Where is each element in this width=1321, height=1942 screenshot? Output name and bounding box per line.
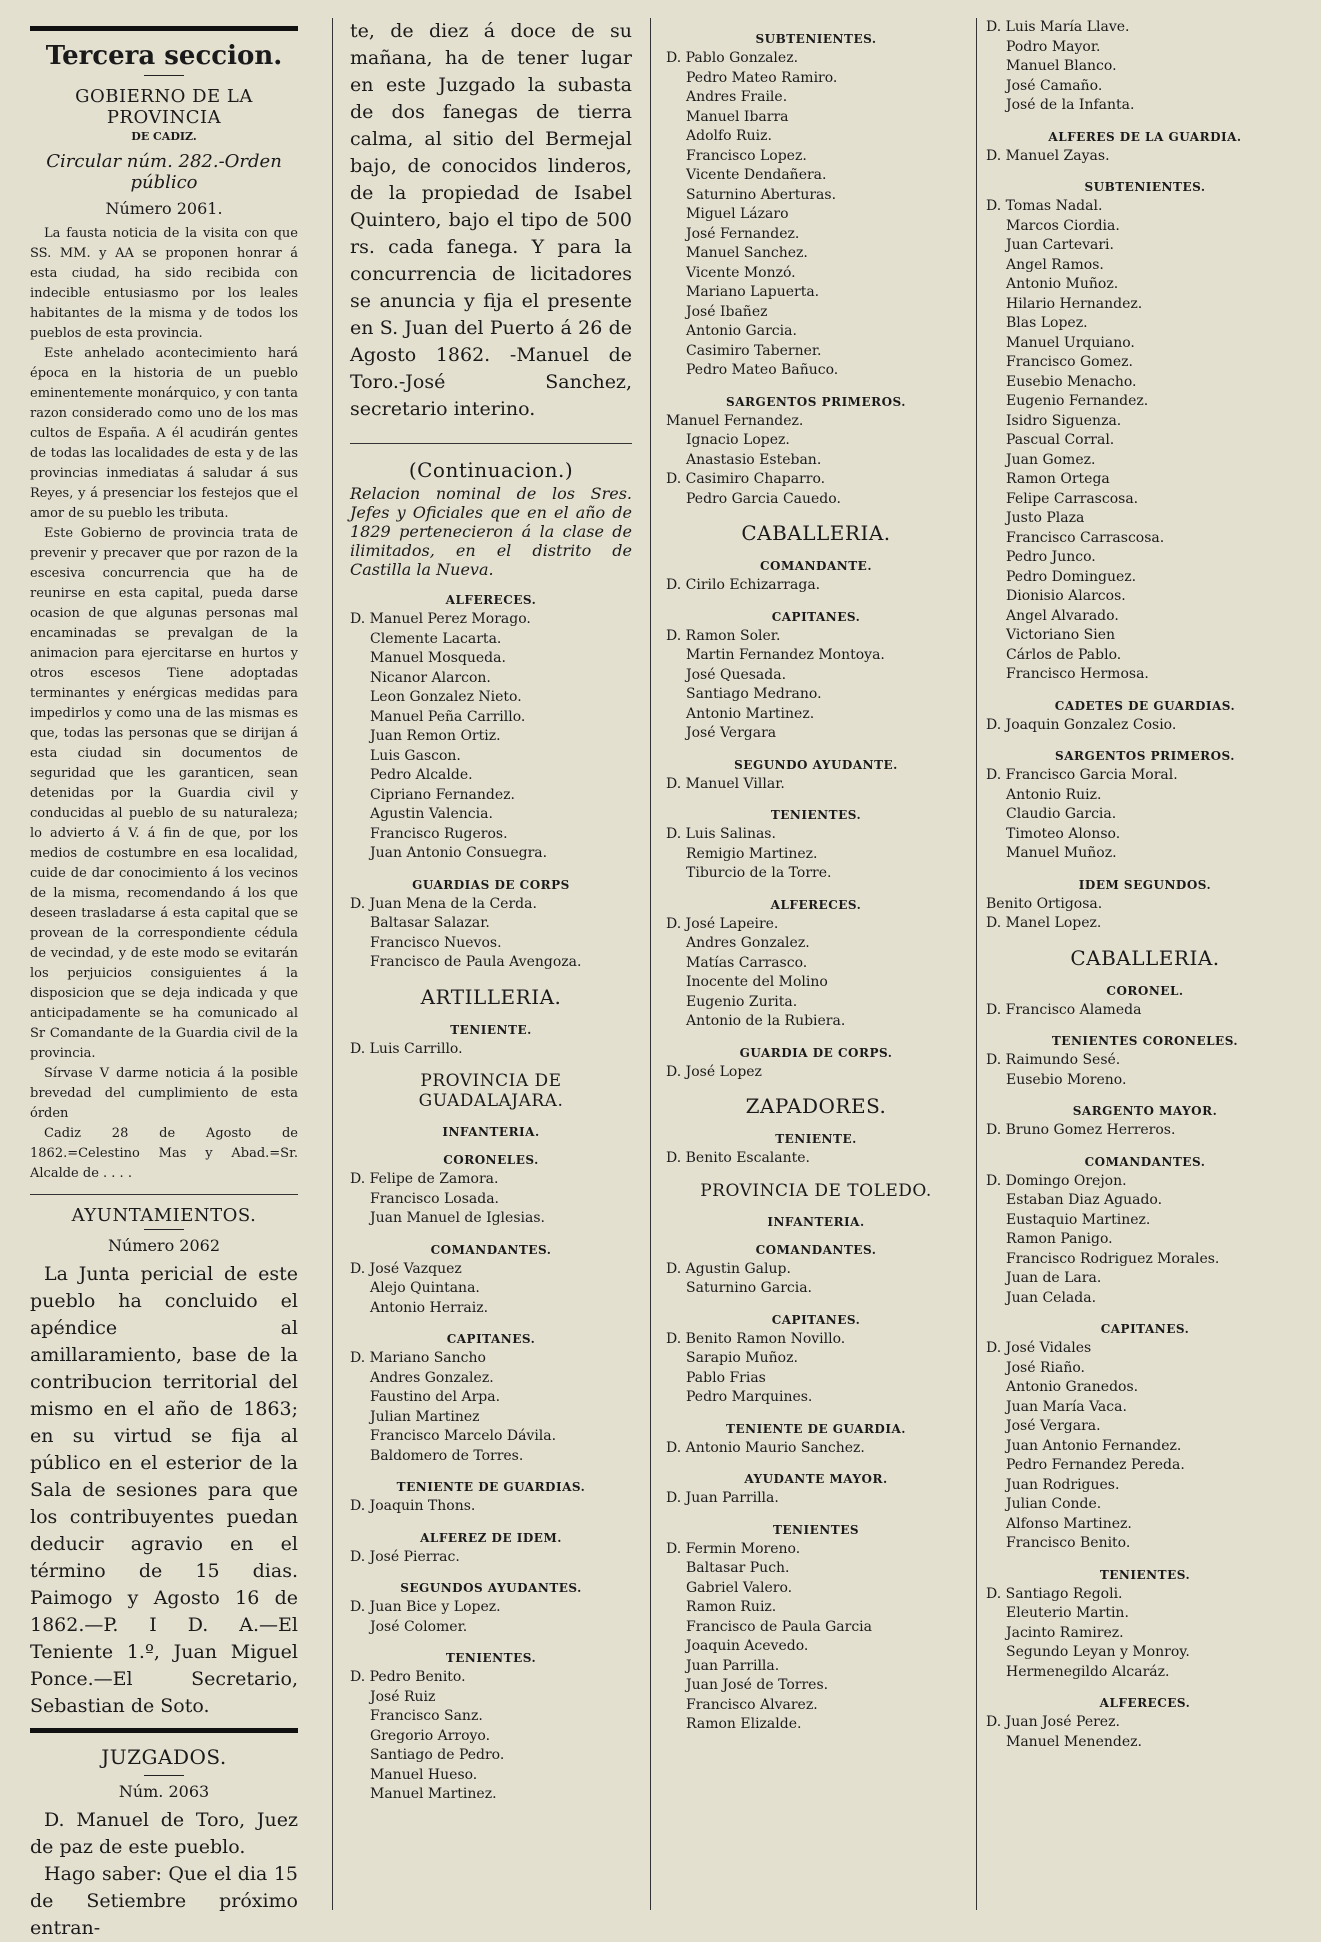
officer-name: Justo Plaza [1006, 510, 1085, 526]
officer-name: José Ibañez [686, 303, 768, 320]
officer-name: Francisco Rodriguez Morales. [1006, 1250, 1220, 1267]
officer-name: Vicente Monzó. [686, 264, 796, 281]
rank-heading: SARGENTOS PRIMEROS. [1055, 749, 1235, 763]
officer-name: Francisco Nuevos. [370, 934, 502, 951]
officer-name: Pedro Mateo Ramiro. [686, 69, 838, 86]
officer-name: Pedro Junco. [1006, 549, 1096, 565]
officer-name: D. José Lapeire. [666, 915, 779, 932]
officer-name: Matías Carrasco. [686, 954, 808, 971]
section-title: Tercera seccion. [45, 41, 283, 71]
circular-heading: Circular núm. 282.-Orden público [46, 151, 282, 193]
officer-name: Joaquin Acevedo. [686, 1638, 809, 1654]
officer-name: Pedro Garcia Cauedo. [686, 490, 841, 507]
officer-name: D. Bruno Gomez Herreros. [986, 1122, 1176, 1138]
officer-name: D. Juan Mena de la Cerda. [350, 895, 537, 912]
officer-name: Adolfo Ruiz. [686, 128, 772, 144]
officer-name: D. José Vazquez [350, 1260, 462, 1277]
juzgados-number: Núm. 2063 [118, 1782, 210, 1801]
name-groups [666, 32, 966, 509]
officer-name: Nicanor Alarcon. [370, 669, 491, 686]
officer-name: Luis Gascon. [370, 747, 461, 764]
ornament-dash [144, 1775, 184, 1776]
rank-heading: COMANDANTES. [1084, 1154, 1206, 1169]
name-groups [666, 559, 966, 1082]
officer-name: Antonio Granedos. [1006, 1379, 1139, 1395]
officer-name: D. José Pierrac. [350, 1548, 460, 1565]
name-groups [350, 593, 632, 973]
ayuntamientos-number: Número 2062 [107, 1236, 221, 1255]
officer-name: D. Domingo Orejon. [986, 1172, 1127, 1189]
circular-paragraph: La fausta noticia de la visita con que SS. MM. y AA se proponen honrar á esta ciudad, ha sido recibida con indecible entusiasmo por los leales habitantes de la misma y de todos los pueblos de esta provincia. [30, 226, 298, 341]
rank-heading: TENIENTE DE GUARDIAS. [396, 1480, 586, 1494]
rank-heading: SEGUNDOS AYUDANTES. [400, 1581, 582, 1595]
divider [30, 1194, 298, 1195]
officer-name: Manuel Peña Carrillo. [370, 708, 526, 725]
rank-heading: ALFERECES. [770, 897, 862, 912]
officer-name: D. Luis María Llave. [986, 19, 1130, 35]
rank-heading: TENIENTES. [770, 808, 862, 822]
artilleria-heading: ARTILLERIA. [420, 984, 562, 1009]
rank-heading: SUBTENIENTES. [1084, 180, 1206, 194]
officer-name: José Camaño. [1006, 77, 1103, 94]
officer-name: Saturnino Garcia. [686, 1280, 812, 1296]
officer-name: Francisco de Paula Garcia [686, 1618, 873, 1635]
officer-name: D. Pablo Gonzalez. [666, 50, 799, 66]
rank-heading: SUBTENIENTES. [755, 32, 877, 46]
officer-name: Pablo Frias [686, 1369, 766, 1386]
officer-name: D. Santiago Regoli. [986, 1585, 1123, 1602]
officer-name: Francisco Lopez. [686, 147, 807, 164]
rank-heading: SARGENTOS PRIMEROS. [726, 394, 906, 409]
officer-name: Juan Parrilla. [686, 1657, 780, 1674]
juzgados-text: D. Manuel de Toro, Juez de paz de este pueblo. [30, 1809, 298, 1858]
officer-name: D. Francisco Garcia Moral. [986, 767, 1178, 783]
officer-name: Eusebio Moreno. [1006, 1071, 1127, 1088]
officer-name: Hermenegildo Alcaráz. [1006, 1663, 1170, 1680]
officer-name: Sarapio Muñoz. [686, 1350, 798, 1366]
rank-heading: TENIENTE DE GUARDIA. [726, 1421, 906, 1436]
officer-name: Jacinto Ramirez. [1006, 1624, 1124, 1641]
column-2 [350, 18, 632, 1916]
name-groups [666, 1132, 966, 1169]
top-rule [30, 26, 298, 31]
infanteria-heading: INFANTERIA. [767, 1214, 865, 1229]
officer-name: D. Benito Escalante. [666, 1150, 810, 1166]
officer-name: Juan Cartevari. [1006, 237, 1114, 253]
rank-heading: ALFEREZ DE IDEM. [420, 1530, 562, 1545]
officer-name: Mariano Lapuerta. [686, 284, 820, 300]
rank-heading: AYUDANTE MAYOR. [744, 1472, 888, 1486]
officer-name: Claudio Garcia. [1006, 806, 1117, 822]
officer-name: Eugenio Zurita. [686, 993, 798, 1010]
officer-name: Dionisio Alarcos. [1006, 588, 1126, 604]
officer-name: Andres Fraile. [686, 89, 788, 105]
rank-heading: COMANDANTES. [755, 1242, 877, 1257]
officer-name: Juan Remon Ortiz. [370, 728, 501, 744]
rank-heading: TENIENTE. [450, 1022, 532, 1037]
rank-heading: CORONELES. [443, 1153, 539, 1167]
gobierno-title: GOBIERNO DE LA PROVINCIA [75, 86, 253, 128]
zapadores-heading: ZAPADORES. [745, 1094, 887, 1118]
officer-name: D. Tomas Nadal. [986, 198, 1103, 214]
officer-name: Ramon Ortega [1006, 471, 1110, 487]
officer-name: Manuel Menendez. [1006, 1733, 1142, 1750]
ornament-dash [144, 1229, 184, 1230]
officer-name: Manuel Hueso. [370, 1766, 478, 1783]
officer-name: Pedro Mateo Bañuco. [686, 362, 839, 378]
officer-name: Juan Celada. [1006, 1289, 1097, 1306]
name-groups [350, 1023, 632, 1060]
officer-name: Gabriel Valero. [686, 1579, 793, 1596]
provincia-toledo-heading: PROVINCIA DE TOLEDO. [700, 1180, 932, 1201]
officer-name: Blas Lopez. [1006, 315, 1088, 331]
name-groups [350, 1153, 632, 1805]
continuacion-heading: (Continuacion.) [408, 458, 574, 482]
officer-name: D. Raimundo Sesé. [986, 1052, 1121, 1068]
officer-name: D. Luis Salinas. [666, 826, 776, 842]
officer-name: Juan Antonio Consuegra. [370, 845, 548, 861]
name-groups [666, 1243, 966, 1735]
officer-name: Agustin Valencia. [370, 806, 493, 822]
officer-name: Faustino del Arpa. [370, 1389, 501, 1405]
officer-name: Juan Antonio Fernandez. [1006, 1437, 1182, 1454]
officer-name: Manuel Sanchez. [686, 245, 808, 261]
officer-name: Tiburcio de la Torre. [686, 865, 832, 881]
circular-paragraph: Sírvase V darme noticia á la posible brevedad del cumplimiento de esta órden [30, 1066, 298, 1121]
officer-name: Podro Mayor. [1006, 38, 1101, 55]
officer-name: D. Agustin Galup. [666, 1260, 791, 1277]
officer-name: D. José Vidales [986, 1340, 1092, 1356]
officer-name: D. Luis Carrillo. [350, 1040, 463, 1057]
officer-name: Angel Alvarado. [1006, 607, 1119, 624]
officer-name: Casimiro Taberner. [686, 342, 822, 359]
column-divider [332, 18, 333, 1910]
circular-signature: Cadiz 28 de Agosto de 1862.=Celestino Mas y Abad.=Sr. Alcalde de . . . . [30, 1126, 298, 1181]
column-divider [976, 18, 977, 1910]
officer-name: Cipriano Fernandez. [370, 786, 515, 803]
officer-name: Francisco Hermosa. [1006, 666, 1149, 682]
officer-name: Juan de Lara. [1006, 1270, 1102, 1286]
officer-name: Alejo Quintana. [370, 1280, 480, 1296]
officer-name: D. Antonio Maurio Sanchez. [666, 1439, 865, 1456]
officer-name: José Vergara [686, 725, 777, 741]
officer-name: Leon Gonzalez Nieto. [370, 689, 522, 705]
officer-name: Manuel Muñoz. [1006, 845, 1117, 861]
rank-heading: TENIENTE. [775, 1132, 857, 1146]
officer-name: D. Manuel Zayas. [986, 147, 1110, 164]
officer-name: D. Mariano Sancho [350, 1350, 486, 1366]
officer-name: Ignacio Lopez. [686, 432, 790, 448]
officer-name: Francisco Alvarez. [686, 1696, 818, 1713]
rank-heading: TENIENTES. [1099, 1567, 1191, 1582]
officer-name: D. Ramon Soler. [666, 627, 781, 644]
officer-name: José de la Infanta. [1006, 97, 1135, 113]
rank-heading: TENIENTES CORONELES. [1051, 1034, 1239, 1048]
rank-heading: CAPITANES. [771, 1312, 861, 1327]
officer-name: Manuel Mosqueda. [370, 650, 506, 666]
officer-name: José Fernandez. [686, 225, 800, 242]
officer-name: Ramon Panigo. [1006, 1231, 1113, 1247]
officer-name: Manuel Fernandez. [666, 412, 804, 429]
officer-name: José Quesada. [686, 666, 787, 683]
rank-heading: COMANDANTE. [759, 559, 872, 573]
officer-name: D. Casimiro Chaparro. [666, 471, 826, 487]
officer-name: D. José Lopez [666, 1063, 762, 1080]
officer-name: D. Fermin Moreno. [666, 1540, 801, 1557]
rank-heading: COMANDANTES. [430, 1242, 552, 1257]
officer-name: Eustaquio Martinez. [1006, 1211, 1151, 1228]
officer-name: D. Joaquin Gonzalez Cosio. [986, 716, 1177, 733]
officer-name: Baltasar Salazar. [370, 915, 490, 931]
officer-name: José Riaño. [1006, 1359, 1085, 1376]
officer-name: Inocente del Molino [686, 974, 828, 990]
officer-name: Victoriano Sien [1006, 627, 1116, 643]
officer-name: D. Juan José Perez. [986, 1714, 1120, 1730]
officer-name: Julian Martinez [370, 1408, 480, 1425]
officer-name: D. Juan Bice y Lopez. [350, 1599, 501, 1615]
officer-name: Miguel Lázaro [686, 206, 789, 222]
officer-name: Francisco Carrascosa. [1006, 529, 1165, 546]
column-4 [986, 18, 1304, 1916]
officer-name: Francisco Losada. [370, 1190, 500, 1207]
infanteria-heading: INFANTERIA. [442, 1125, 540, 1139]
officer-name: Juan José de Torres. [686, 1677, 829, 1693]
officer-name: Manuel Ibarra [686, 108, 789, 125]
rank-heading: CADETES DE GUARDIAS. [1054, 698, 1236, 713]
circular-number: Número 2061. [105, 199, 223, 218]
officer-name: D. Manel Lopez. [986, 915, 1102, 931]
officer-name: Eusebio Menacho. [1006, 373, 1137, 390]
officer-name: Santiago de Pedro. [370, 1747, 505, 1763]
officer-name: Antonio Garcia. [686, 323, 797, 339]
officer-name: Vicente Dendañera. [686, 167, 827, 183]
caballeria-heading: CABALLERIA. [1070, 945, 1220, 970]
rank-heading: TENIENTES [772, 1522, 859, 1537]
officer-name: José Ruiz [370, 1688, 436, 1705]
subasta-text: te, de diez á doce de su mañana, ha de tener lugar en este Juzgado la subasta de dos fanegas de tierra calma, al sitio del Bermejal bajo, de conocidos linderos, de la propiedad de Isabel Quintero, bajo el tipo de 500 rs. cada fanega. Y para la concurrencia de licitadores se anuncia y fija el presente en S. Juan del Puerto á 26 de Agosto 1862. -Manuel de Toro.-José Sanchez, secretario interino. [350, 20, 632, 420]
officer-name: Angel Ramos. [1006, 256, 1104, 273]
officer-name: Isidro Siguenza. [1006, 412, 1122, 429]
gobierno-subtitle: DE CADIZ. [131, 130, 197, 143]
officer-name: Timoteo Alonso. [1006, 825, 1121, 842]
officer-name: Felipe Carrascosa. [1006, 490, 1139, 507]
rank-heading: CAPITANES. [1100, 1322, 1190, 1336]
officer-name: Francisco Rugeros. [370, 825, 508, 842]
officer-name: Pedro Marquines. [686, 1389, 813, 1405]
officer-name: Juan María Vaca. [1006, 1398, 1127, 1415]
name-groups [986, 984, 1304, 1753]
divider-thick [30, 1728, 298, 1733]
rank-heading: SARGENTO MAYOR. [1072, 1104, 1218, 1118]
officer-name: Pedro Alcalde. [370, 767, 473, 783]
rank-heading: CAPITANES. [771, 609, 861, 624]
relacion-heading: Relacion nominal de los Sres. Jefes y Oficiales que en el año de 1829 pertenecieron á la clase de ilimitados, en el distrito de Castilla la Nueva. [350, 484, 632, 579]
officer-name: Benito Ortigosa. [986, 895, 1103, 912]
officer-name: Clemente Lacarta. [370, 630, 502, 647]
officer-name: Eugenio Fernandez. [1006, 393, 1149, 409]
officer-name: Eleuterio Martin. [1006, 1605, 1129, 1621]
officer-name: Ramon Ruiz. [686, 1599, 777, 1615]
officer-name: Pedro Fernandez Pereda. [1006, 1457, 1185, 1473]
officer-name: Francisco Gomez. [1006, 354, 1133, 370]
officer-name: Andres Gonzalez. [370, 1369, 494, 1386]
juzgados-text: Hago saber: Que el dia 15 de Setiembre próximo entran- [30, 1863, 298, 1939]
officer-name: Julian Conde. [1006, 1496, 1102, 1512]
officer-name: Manuel Martinez. [370, 1786, 497, 1802]
officer-name: Manuel Urquiano. [1006, 334, 1135, 351]
rank-heading: IDEM SEGUNDOS. [1078, 877, 1212, 892]
officer-name: Juan Manuel de Iglesias. [370, 1210, 545, 1226]
rank-heading: TENIENTES. [445, 1651, 537, 1665]
rank-heading: GUARDIA DE CORPS. [739, 1045, 893, 1060]
rank-heading: ALFERECES. [445, 593, 537, 607]
circular-paragraph: Este anhelado acontecimiento hará época en la historia de un pueblo eminentemente monárquico, y con tanta razon considerado como uno de los mas cultos de España. A él acudirán gentes de todas las localidades de esta y de las provincias inmediatas á saludar á sus Reyes, y á presenciar los festejos que el amor de su pueblo les tributa. [30, 346, 298, 521]
officer-name: Antonio Muñoz. [1006, 276, 1119, 292]
rank-heading: SEGUNDO AYUDANTE. [734, 757, 898, 772]
officer-name: Baldomero de Torres. [370, 1447, 524, 1464]
officer-name: Antonio Herraiz. [370, 1299, 489, 1316]
officer-name: José Colomer. [370, 1618, 468, 1635]
column-3 [666, 18, 966, 1916]
rank-heading: CAPITANES. [446, 1332, 536, 1346]
officer-name: Juan Gomez. [1006, 451, 1096, 468]
ayuntamientos-title: AYUNTAMIENTOS. [71, 1205, 257, 1226]
officer-name: Francisco Benito. [1006, 1535, 1131, 1551]
column-1 [30, 18, 298, 1939]
officer-name: Antonio de la Rubiera. [686, 1013, 846, 1029]
officer-name: Francisco Sanz. [370, 1708, 483, 1724]
rank-heading: ALFERES DE LA GUARDIA. [1048, 129, 1242, 144]
ornament-dash [144, 75, 184, 76]
ayuntamientos-text: La Junta pericial de este pueblo ha concluido el apéndice al amillaramiento, base de la contribucion territorial del mismo en el año de 1863; en su virtud se fija al público en el esterior de la Sala de sesiones para que los contribuyentes puedan deducir agravio en el término de 15 dias. Paimogo y Agosto 16 de 1862.—P. I D. A.—El Teniente 1.º, Juan Miguel Ponce.—El Secretario, Sebastian de Soto. [30, 1263, 298, 1717]
officer-name: Francisco Marcelo Dávila. [370, 1428, 557, 1444]
officer-name: Manuel Blanco. [1006, 58, 1117, 74]
officer-name: Pedro Dominguez. [1006, 568, 1137, 585]
officer-name: Anastasio Esteban. [686, 451, 822, 468]
officer-name: D. Francisco Alameda [986, 1001, 1142, 1018]
officer-name: D. Manuel Perez Morago. [350, 611, 531, 627]
name-groups [986, 18, 1304, 934]
rank-heading: CORONEL. [1106, 983, 1184, 998]
rank-heading: GUARDIAS DE CORPS [412, 877, 570, 892]
officer-name: D. Juan Parrilla. [666, 1490, 779, 1506]
officer-name: Andres Gonzalez. [686, 935, 810, 951]
officer-name: Saturnino Aberturas. [686, 186, 837, 203]
officer-name: Martin Fernandez Montoya. [686, 647, 885, 663]
officer-name: Pascual Corral. [1006, 432, 1115, 448]
officer-name: Remigio Martinez. [686, 845, 818, 862]
rank-heading: ALFERECES. [1099, 1696, 1191, 1710]
officer-name: Cárlos de Pablo. [1006, 646, 1122, 663]
circular-paragraph: Este Gobierno de provincia trata de prevenir y precaver que por razon de la escesiva concurrencia que ha de reunirse en esta capital, pueda darse ocasion de que algunas personas mal encaminadas se prevalgan de la animacion para ejercitarse en hurtos y otros escesos Tiene adoptadas terminantes y enérgicas medidas para impedirlos y como una de las mismas es que, todas las personas que se dirijan á esta ciudad sin documentos de seguridad que les garanticen, sean detenidas por la Guardia civil y conducidas al pueblo de su naturaleza; lo advierto á V. á fin de que, por los medios de costumbre en esa localidad, cuide de dar conocimiento á los vecinos de la misma, recomendando á los que deseen trasladarse á esta capital que se provean de la correspondiente cédula de vecindad, y de este modo se evitarán los perjuicios consiguientes á la disposicion que se deja indicada y que anticipadamente se ha comunicado al Sr Comandante de la Guardia civil de la provincia. [30, 526, 298, 1061]
officer-name: D. Cirilo Echizarraga. [666, 577, 821, 593]
column-divider [650, 18, 651, 1910]
officer-name: Gregorio Arroyo. [370, 1727, 491, 1744]
officer-name: Francisco de Paula Avengoza. [370, 954, 582, 970]
juzgados-title: JUZGADOS. [101, 1745, 227, 1769]
officer-name: Juan Rodrigues. [1006, 1476, 1120, 1493]
officer-name: D. Felipe de Zamora. [350, 1171, 499, 1187]
officer-name: Santiago Medrano. [686, 686, 822, 702]
officer-name: D. Benito Ramon Novillo. [666, 1330, 846, 1347]
officer-name: D. Joaquin Thons. [350, 1498, 476, 1514]
caballeria-heading: CABALLERIA. [741, 521, 891, 545]
officer-name: Estaban Diaz Aguado. [1006, 1192, 1163, 1208]
officer-name: Ramon Elizalde. [686, 1716, 802, 1732]
officer-name: Marcos Ciordia. [1006, 217, 1120, 234]
officer-name: Alfonso Martinez. [1006, 1515, 1132, 1532]
officer-name: D. Manuel Villar. [666, 775, 785, 792]
officer-name: Segundo Leyan y Monroy. [1006, 1644, 1190, 1660]
divider [350, 443, 632, 444]
officer-name: José Vergara. [1006, 1418, 1101, 1434]
officer-name: Baltasar Puch. [686, 1560, 790, 1576]
officer-name: Hilario Hernandez. [1006, 295, 1143, 312]
officer-name: Antonio Ruiz. [1006, 786, 1102, 803]
officer-name: Antonio Martinez. [686, 705, 815, 722]
provincia-guadalajara-heading: PROVINCIA DE GUADALAJARA. [418, 1071, 564, 1111]
officer-name: D. Pedro Benito. [350, 1669, 466, 1685]
